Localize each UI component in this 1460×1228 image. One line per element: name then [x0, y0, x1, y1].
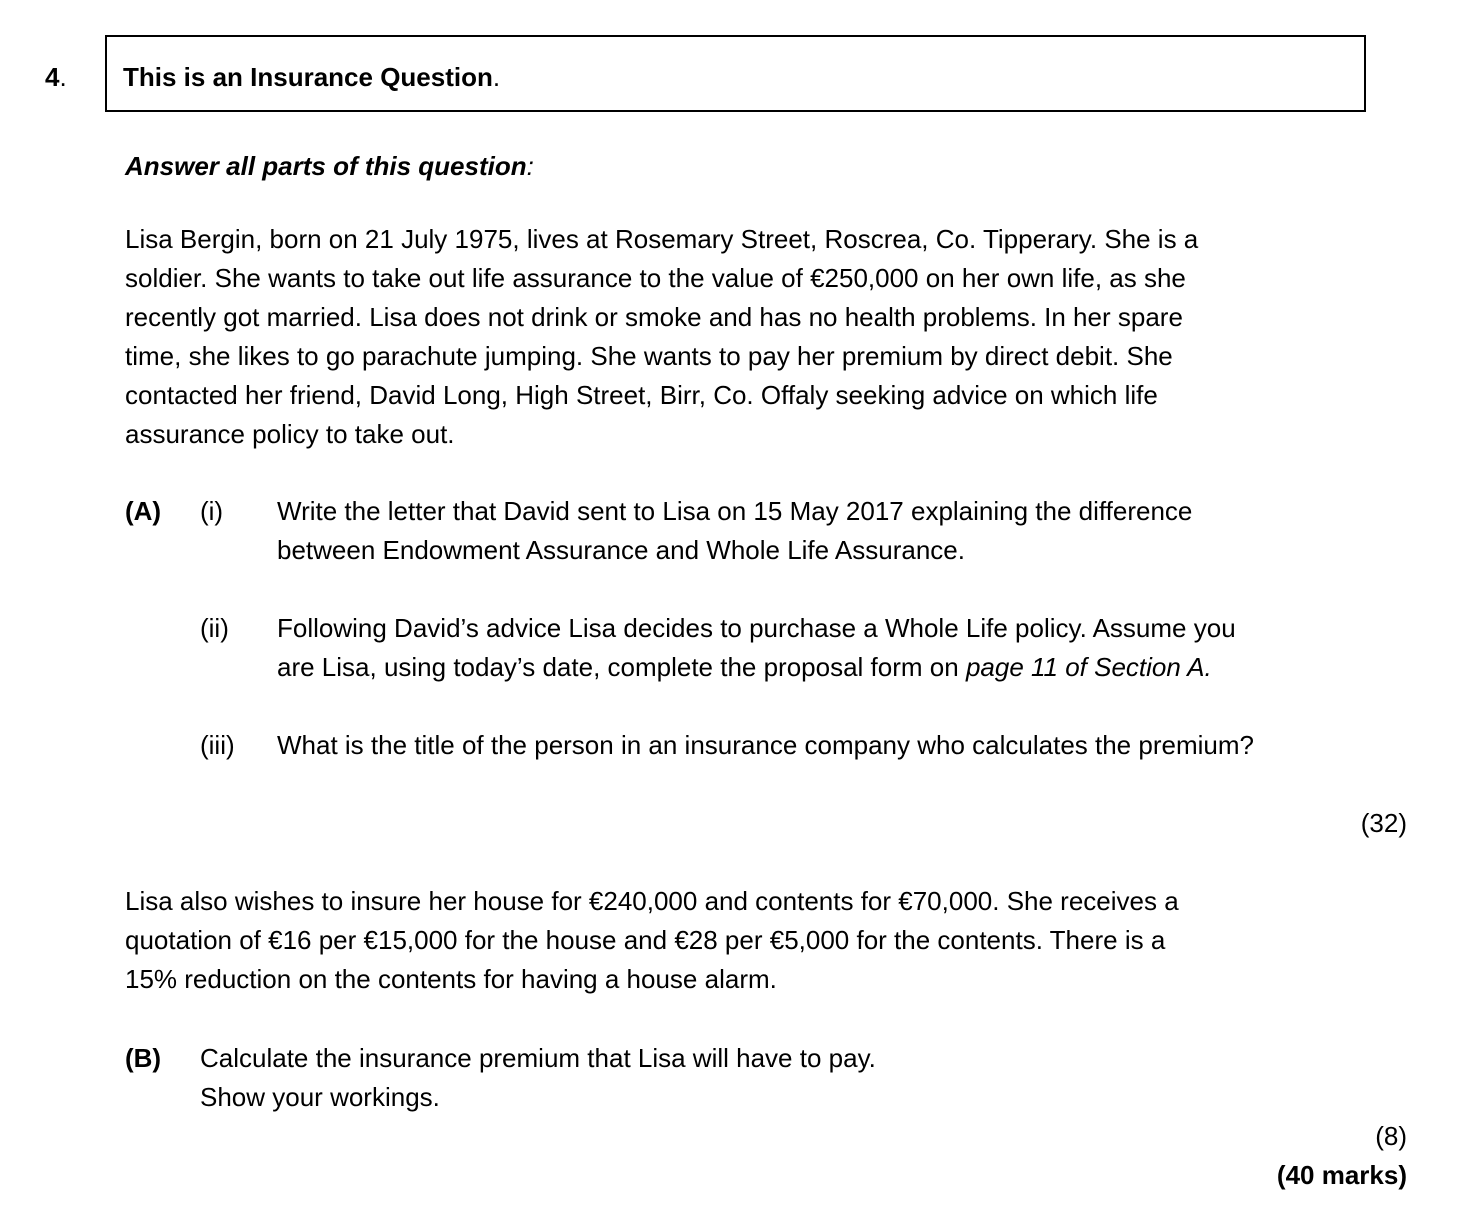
question-title-box	[105, 35, 1366, 112]
question-number: 4.	[45, 62, 67, 92]
intro-line: Lisa Bergin, born on 21 July 1975, lives at Rosemary Street, Roscrea, Co. Tipperary. She is a	[125, 224, 1199, 254]
intro-line: contacted her friend, David Long, High Street, Birr, Co. Offaly seeking advice on which life	[125, 380, 1158, 410]
part-a-iii-label: (iii)	[200, 730, 235, 760]
intro-line: assurance policy to take out.	[125, 419, 455, 449]
intro-line: time, she likes to go parachute jumping. She wants to pay her premium by direct debit. She	[125, 341, 1173, 371]
second-line: 15% reduction on the contents for having a house alarm.	[125, 964, 777, 994]
intro-line: recently got married. Lisa does not drink or smoke and has no health problems. In her spare	[125, 302, 1183, 332]
part-b-marks: (8)	[1375, 1121, 1407, 1151]
part-a-marks: (32)	[1360, 808, 1407, 838]
part-a-i-label: (i)	[200, 496, 224, 526]
second-line: Lisa also wishes to insure her house for €240,000 and contents for €70,000. She receives a	[125, 886, 1179, 916]
second-paragraph	[125, 882, 1179, 999]
instruction: Answer all parts of this question:	[125, 151, 534, 181]
part-b-text: Calculate the insurance premium that Lisa will have to pay. Show your workings.	[200, 1043, 876, 1112]
intro-line: soldier. She wants to take out life assurance to the value of €250,000 on her own life, as she	[125, 263, 1186, 293]
second-line: quotation of €16 per €15,000 for the house and €28 per €5,000 for the contents. There is a	[125, 925, 1166, 955]
total-marks: (40 marks)	[1276, 1160, 1407, 1190]
part-a-ii-label: (ii)	[200, 613, 229, 643]
intro-paragraph	[125, 220, 1198, 454]
part-a-i-text: Write the letter that David sent to Lisa on 15 May 2017 explaining the difference between Endowment Assurance and Whole Life Assurance.	[277, 496, 1193, 565]
question-title: This is an Insurance Question.	[123, 62, 501, 92]
part-b-label: (B)	[125, 1043, 162, 1073]
part-a-ii-text: Following David’s advice Lisa decides to purchase a Whole Life policy. Assume you are Lisa, using today’s date, complete the proposal form on page 11 of Section A.	[277, 613, 1236, 682]
part-a-label: (A)	[125, 496, 162, 526]
part-a-iii-text: What is the title of the person in an insurance company who calculates the premium?	[277, 730, 1254, 760]
